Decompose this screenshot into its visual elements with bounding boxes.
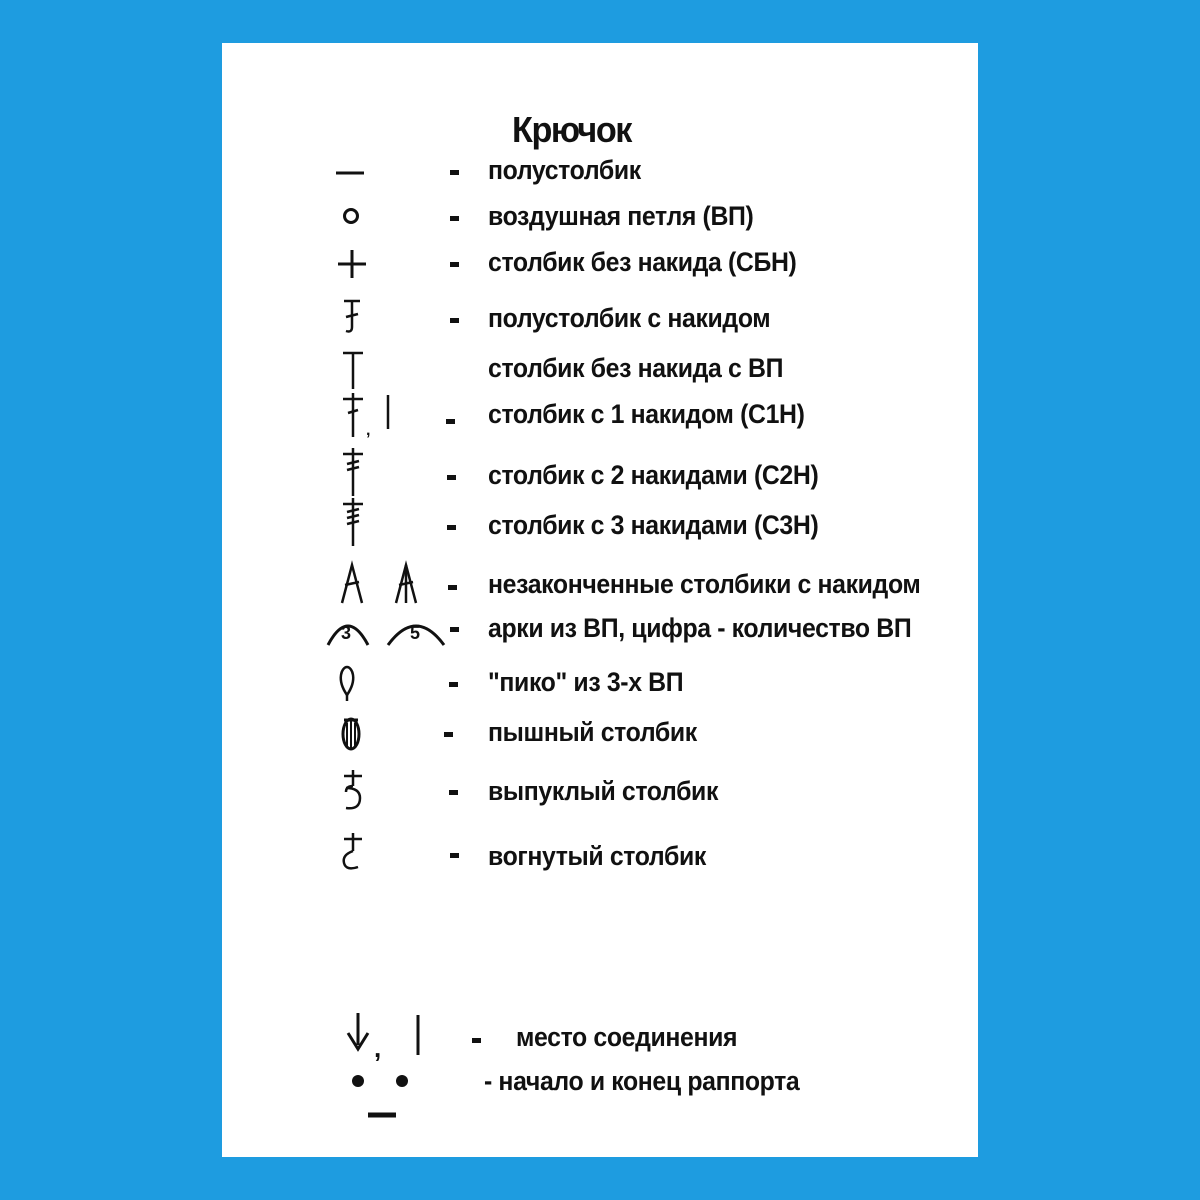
single-crochet-cross-icon xyxy=(330,237,390,287)
separator-dash xyxy=(472,1038,481,1043)
double-crochet-icon xyxy=(330,389,400,445)
legend-label: вогнутый столбик xyxy=(488,841,706,871)
separator-dash xyxy=(450,627,459,632)
legend-row xyxy=(222,293,978,343)
legend-row xyxy=(222,500,978,550)
chain-arch-icon xyxy=(326,603,456,653)
legend-row xyxy=(222,450,978,500)
legend-row xyxy=(222,657,978,707)
arch-number-3: 3 xyxy=(341,623,352,643)
legend-row xyxy=(222,603,978,653)
single-crochet-with-chain-icon xyxy=(330,343,390,393)
legend-label: "пико" из 3-х ВП xyxy=(488,667,684,697)
separator-dash xyxy=(449,790,458,795)
separator-dash xyxy=(450,216,459,221)
back-post-stitch-icon xyxy=(330,831,390,887)
arch-number-5: 5 xyxy=(410,623,421,643)
separator-dash xyxy=(447,525,456,530)
chain-stitch-circle-icon xyxy=(330,191,390,241)
repeat-marker-icon xyxy=(344,1065,444,1135)
join-point-label: место соединения xyxy=(516,1022,738,1052)
separator-dash xyxy=(448,585,457,590)
legend-row xyxy=(222,766,978,816)
svg-text:,: , xyxy=(374,1033,382,1063)
treble-crochet-icon xyxy=(330,450,390,506)
svg-text:,: , xyxy=(366,422,371,439)
half-stitch-dash-icon xyxy=(330,145,390,195)
separator-dash xyxy=(450,262,459,267)
legend-label: арки из ВП, цифра - количество ВП xyxy=(488,613,912,643)
separator-dash xyxy=(447,475,456,480)
legend-label: столбик с 2 накидами (С2Н) xyxy=(488,460,819,490)
legend-sheet xyxy=(222,43,978,1157)
legend-label: столбик с 3 накидами (С3Н) xyxy=(488,510,819,540)
page-title: Крючок xyxy=(512,109,631,150)
legend-label: незаконченные столбики с накидом xyxy=(488,569,921,599)
legend-label: столбик без накида с ВП xyxy=(488,353,784,383)
legend-label: выпуклый столбик xyxy=(488,776,719,806)
repeat-label: - начало и конец раппорта xyxy=(484,1066,800,1096)
legend-row xyxy=(222,831,978,881)
front-post-stitch-icon xyxy=(330,766,390,822)
legend-row xyxy=(222,707,978,757)
legend-row xyxy=(222,237,978,287)
separator-dash xyxy=(450,318,459,323)
legend-row xyxy=(222,145,978,195)
picot-icon xyxy=(330,657,390,707)
half-double-crochet-icon xyxy=(330,293,390,343)
legend-label: воздушная петля (ВП) xyxy=(488,201,754,231)
legend-label: полустолбик с накидом xyxy=(488,303,771,333)
legend-label: пышный столбик xyxy=(488,717,697,747)
separator-dash xyxy=(450,170,459,175)
join-point-icon xyxy=(340,1005,430,1065)
separator-dash xyxy=(450,853,459,858)
separator-dash xyxy=(444,732,453,737)
legend-label: столбик без накида (СБН) xyxy=(488,247,797,277)
legend-label: столбик с 1 накидом (С1Н) xyxy=(488,399,805,429)
double-treble-crochet-icon xyxy=(330,500,390,556)
separator-dash xyxy=(449,682,458,687)
legend-row xyxy=(222,343,978,393)
legend-row xyxy=(222,559,978,609)
separator-dash xyxy=(446,419,455,424)
legend-row xyxy=(222,389,978,439)
puff-stitch-icon xyxy=(330,707,390,763)
legend-label: полустолбик xyxy=(488,155,641,185)
legend-row xyxy=(222,191,978,241)
